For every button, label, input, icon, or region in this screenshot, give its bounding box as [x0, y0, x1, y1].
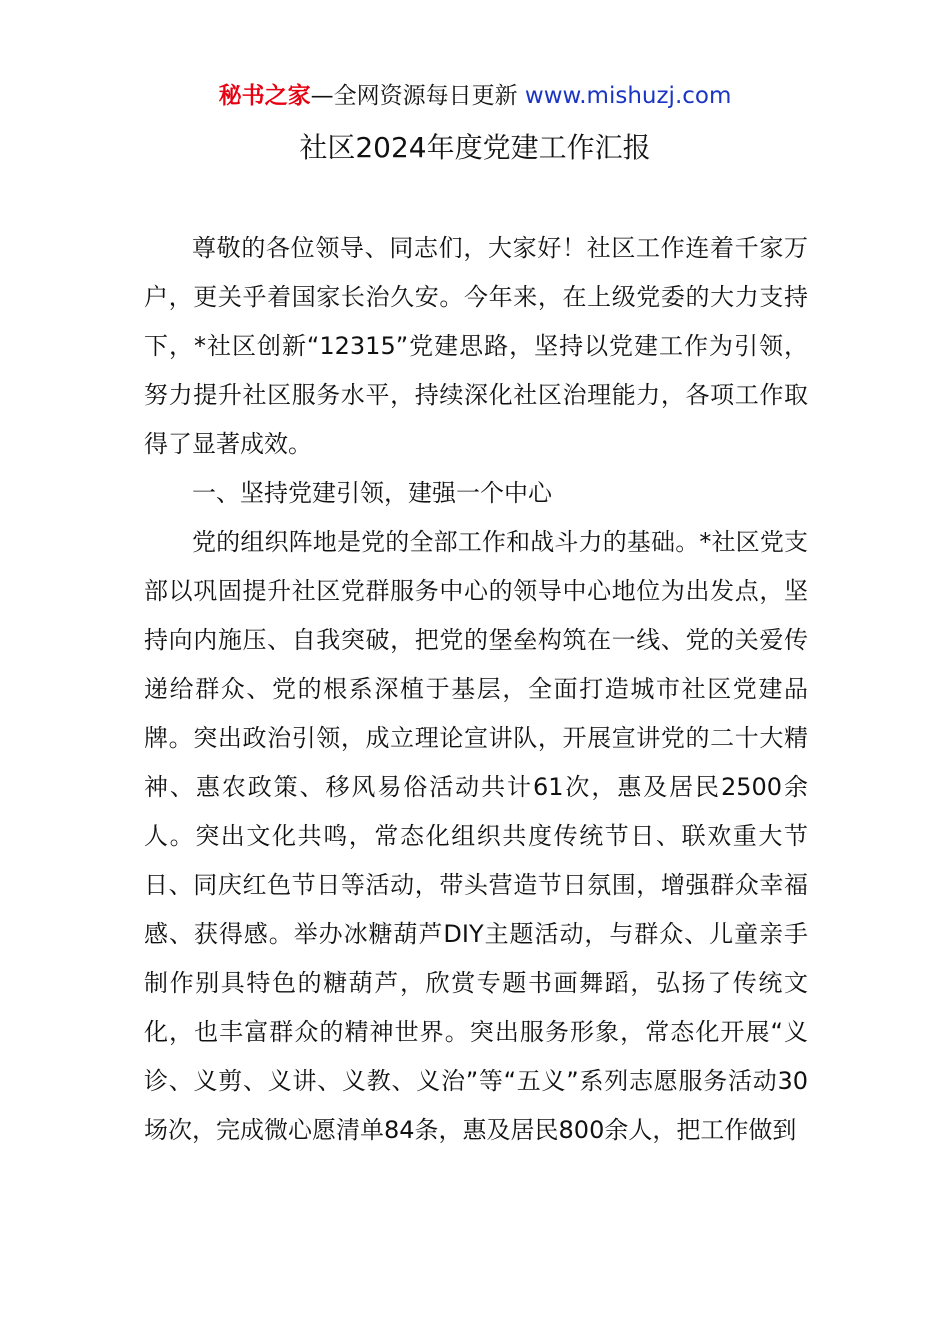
section-heading-1: 一、坚持党建引领，建强一个中心 [192, 479, 552, 507]
site-banner [0, 80, 950, 112]
paragraph-section-1: 党的组织阵地是党的全部工作和战斗力的基础。*社区党支部以巩固提升社区党群服务中心的领导中心地位为出发点，坚持向内施压、自我突破，把党的堡垒构筑在一线、党的关爱传递给群众、党的根系深植于基层，全面打造城市社区党建品牌。突出政治引领，成立理论宣讲队，开展宣讲党的二十大精神、惠农政策、移风易俗活动共计61次，惠及居民2500余人。突出文化共鸣，常态化组织共度传统节日、联欢重大节日、同庆红色节日等活动，带头营造节日氛围，增强群众幸福感、获得感。举办冰糖葫芦DIY主题活动，与群众、儿童亲手制作别具特色的糖葫芦，欣赏专题书画舞蹈，弘扬了传统文化，也丰富群众的精神世界。突出服务形象，常态化开展“义诊、义剪、义讲、义教、义治”等“五义”系列志愿服务活动30场次，完成微心愿清单84条，惠及居民800余人，把工作做到 [144, 528, 808, 1144]
site-brand: 秘书之家 [218, 83, 311, 109]
site-tagline: —全网资源每日更新 [310, 83, 525, 109]
document-body [144, 224, 808, 1155]
document-title: 社区2024年度党建工作汇报 [299, 131, 651, 164]
site-url-link[interactable]: www.mishuzj.com [524, 83, 732, 109]
paragraph-intro: 尊敬的各位领导、同志们，大家好！社区工作连着千家万户，更关乎着国家长治久安。今年来，在上级党委的大力支持下，*社区创新“12315”党建思路，坚持以党建工作为引领，努力提升社区服务水平，持续深化社区治理能力，各项工作取得了显著成效。 [144, 234, 808, 458]
